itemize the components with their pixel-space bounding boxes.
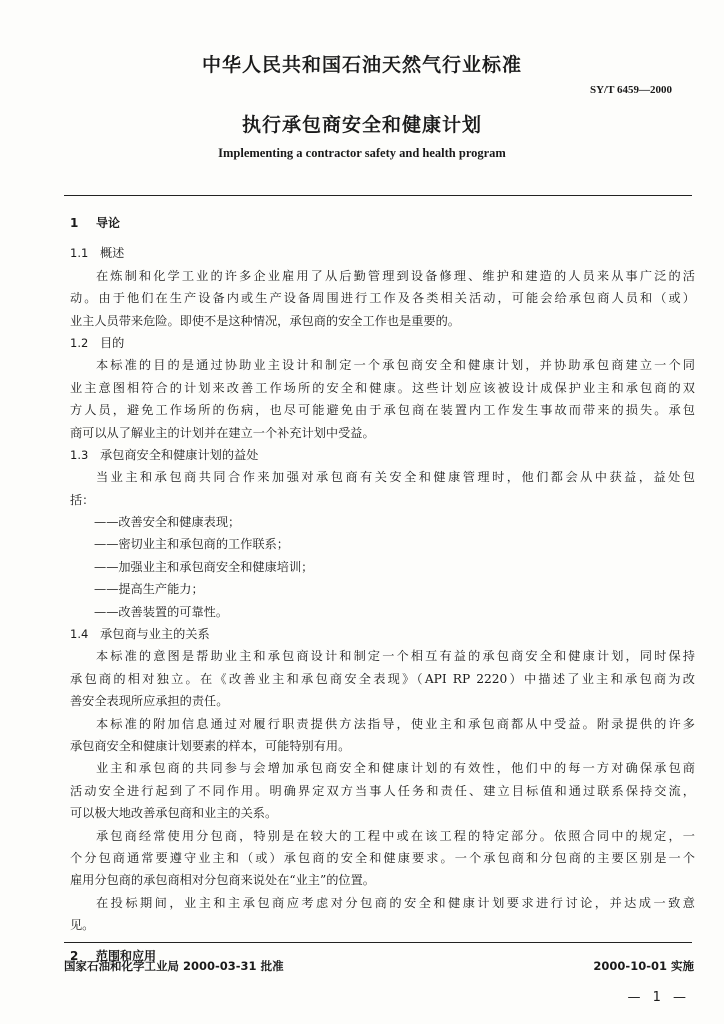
list-item: ——密切业主和承包商的工作联系；: [94, 537, 289, 552]
document-body: [70, 212, 695, 967]
document-title: 执行承包商安全和健康计划: [241, 114, 482, 136]
section-1-3-heading: [70, 444, 695, 466]
standard-code: SY/T 6459—2000: [589, 84, 672, 96]
paragraph-line: 业主人员带来危险。即使不是这种情况，承包商的安全工作也是重要的。: [70, 313, 460, 328]
paragraph-line: 个分包商通常要遵守业主和（或）承包商的安全和健康要求。一个承包商和分包商的主要区别是一个: [70, 850, 695, 865]
section-number: 1.4: [70, 627, 89, 642]
paragraph-line: 善安全表现所应承担的责任。: [70, 694, 229, 709]
paragraph-line: 活动安全进行起到了不同作用。明确界定双方当事人任务和责任、建立目标值和通过联系保持交流，: [70, 783, 695, 798]
section-title: 范围和应用: [96, 948, 157, 963]
section-number: 1.2: [70, 335, 89, 350]
section-title: 承包商安全和健康计划的益处: [100, 447, 259, 462]
section-title: 承包商与业主的关系: [100, 627, 210, 642]
list-item: ——改善装置的可靠性。: [94, 604, 229, 619]
paragraph-line: 当业主和承包商共同合作来加强对承包商有关安全和健康管理时，他们都会从中获益，益处包: [96, 470, 695, 485]
paragraph-line: 承包商的相对独立。在《改善业主和承包商安全表现》（API RP 2220）中描述了业主和承包商为改: [70, 671, 695, 686]
section-1-1-heading: [70, 242, 695, 264]
paragraph-line: 本标准的目的是通过协助业主设计和制定一个承包商安全和健康计划，并协助承包商建立一个同: [96, 358, 695, 373]
paragraph-line: 本标准的附加信息通过对履行职责提供方法指导，使业主和承包商都从中受益。附录提供的许多: [96, 716, 695, 731]
paragraph-line: 方人员，避免工作场所的伤病，也尽可能避免由于承包商在装置内工作发生事故而带来的损失。承包: [70, 403, 695, 418]
paragraph-line: 在炼制和化学工业的许多企业雇用了从后勤管理到设备修理、维护和建造的人员来从事广泛的活: [96, 268, 695, 283]
list-item: ——提高生产能力；: [94, 582, 204, 597]
section-title: 导论: [96, 216, 121, 230]
section-1-2-heading: [70, 332, 695, 354]
standard-category-title: 中华人民共和国石油天然气行业标准: [201, 54, 522, 76]
page-number: — 1 —: [627, 990, 690, 1005]
paragraph-line: 承包商安全和健康计划要素的样本，可能特别有用。: [70, 738, 351, 753]
paragraph-line: 业主和承包商的共同参与会增加承包商安全和健康计划的有效性，他们中的每一方对确保承包商: [96, 761, 695, 776]
paragraph-line: 承包商经常使用分包商，特别是在较大的工程中或在该工程的特定部分。依照合同中的规定，一: [96, 828, 695, 843]
paragraph-line: 可以极大地改善承包商和业主的关系。: [70, 806, 278, 821]
paragraph-line: 业主意图相符合的计划来改善工作场所的安全和健康。这些计划应该被设计成保护业主和承包商的双: [70, 380, 695, 395]
approval-date: 国家石油和化学工业局 2000-03-31 批准: [64, 959, 284, 973]
paragraph-line: 本标准的意图是帮助业主和承包商设计和制定一个相互有益的承包商安全和健康计划，同时保持: [96, 649, 695, 664]
paragraph-line: 括：: [70, 492, 95, 507]
document-title-english: Implementing a contractor safety and health program: [218, 146, 506, 160]
paragraph-line: 商可以从了解业主的计划并在建立一个补充计划中受益。: [70, 425, 375, 440]
section-number: 1.3: [70, 447, 89, 462]
section-1-4-heading: [70, 623, 695, 645]
paragraph-line: 动。由于他们在生产设备内或生产设备周围进行工作及各类相关活动，可能会给承包商人员和（或）: [70, 291, 695, 306]
paragraph-line: 雇用分包商的承包商相对分包商来说处在“业主”的位置。: [70, 873, 375, 888]
list-item: ——加强业主和承包商安全和健康培训；: [94, 559, 314, 574]
section-number: 1: [70, 216, 79, 230]
paragraph-line: 在投标期间，业主和主承包商应考虑对分包商的安全和健康计划要求进行讨论，并达成一致意: [96, 895, 695, 910]
section-number: 2: [70, 948, 79, 963]
list-item: ——改善安全和健康表现；: [94, 515, 241, 530]
section-title: 目的: [100, 335, 125, 350]
paragraph-line: 见。: [70, 918, 95, 933]
header-rule: [64, 195, 692, 196]
effective-date: 2000-10-01 实施: [593, 959, 694, 973]
section-1-heading: [70, 212, 695, 234]
section-title: 概述: [100, 246, 125, 261]
section-number: 1.1: [70, 246, 89, 261]
footer-rule: [64, 942, 692, 943]
